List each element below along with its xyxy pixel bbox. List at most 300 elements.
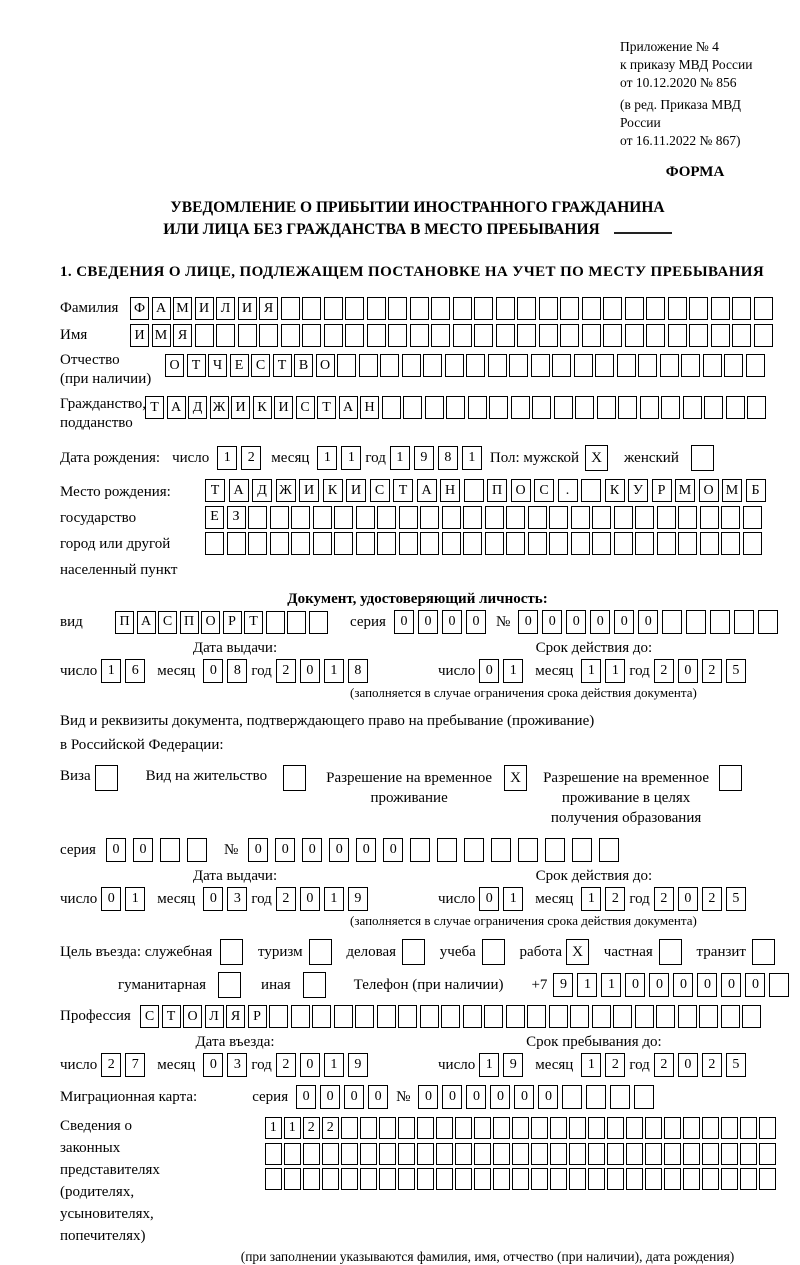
char-cell[interactable] [398,1005,417,1028]
char-cell[interactable] [420,506,439,529]
char-cell[interactable] [284,1143,301,1165]
char-cell[interactable]: 2 [702,659,722,683]
char-cell[interactable]: 1 [581,659,601,683]
char-cell[interactable] [597,396,616,419]
char-cell[interactable] [425,396,444,419]
char-cell[interactable]: Е [230,354,249,377]
char-cell[interactable] [489,396,508,419]
char-cell[interactable] [446,396,465,419]
char-cell[interactable]: Я [226,1005,245,1028]
char-cell[interactable] [613,1005,632,1028]
char-cell[interactable]: 2 [654,659,674,683]
char-cell[interactable]: 9 [503,1053,523,1077]
char-cell[interactable]: 0 [673,973,693,997]
char-cell[interactable]: 0 [106,838,126,862]
char-cell[interactable] [388,324,407,347]
char-cell[interactable]: Т [244,611,263,634]
char-cell[interactable] [417,1117,434,1139]
char-cell[interactable]: 0 [625,973,645,997]
char-cell[interactable] [638,354,657,377]
char-cell[interactable]: 1 [503,659,523,683]
char-cell[interactable]: Д [252,479,272,502]
char-cell[interactable] [511,396,530,419]
char-cell[interactable]: 1 [317,446,337,470]
char-cell[interactable] [506,506,525,529]
char-cell[interactable] [367,297,386,320]
char-cell[interactable]: М [152,324,171,347]
purpose-study-checkbox[interactable] [482,939,505,965]
char-cell[interactable] [681,354,700,377]
char-cell[interactable]: И [231,396,250,419]
char-cell[interactable] [743,506,762,529]
char-cell[interactable]: О [183,1005,202,1028]
char-cell[interactable]: 0 [302,838,322,862]
char-cell[interactable]: О [165,354,184,377]
char-cell[interactable] [195,324,214,347]
char-cell[interactable] [341,1168,358,1190]
char-cell[interactable]: Р [248,1005,267,1028]
char-cell[interactable]: И [274,396,293,419]
char-cell[interactable] [754,297,773,320]
char-cell[interactable]: С [251,354,270,377]
char-cell[interactable] [517,324,536,347]
char-cell[interactable] [645,1168,662,1190]
char-cell[interactable] [313,506,332,529]
char-cell[interactable] [711,297,730,320]
char-cell[interactable] [560,297,579,320]
char-cell[interactable] [721,1117,738,1139]
char-cell[interactable] [281,324,300,347]
char-cell[interactable] [464,479,484,502]
char-cell[interactable]: А [417,479,437,502]
purpose-tourism-checkbox[interactable] [309,939,332,965]
char-cell[interactable] [575,396,594,419]
sex-male-checkbox[interactable]: X [585,445,608,471]
char-cell[interactable] [610,1085,630,1109]
char-cell[interactable]: С [534,479,554,502]
char-cell[interactable] [711,324,730,347]
char-cell[interactable]: З [227,506,246,529]
char-cell[interactable]: 0 [133,838,153,862]
char-cell[interactable] [248,506,267,529]
char-cell[interactable]: 0 [697,973,717,997]
char-cell[interactable]: 0 [721,973,741,997]
char-cell[interactable]: 9 [348,887,368,911]
char-cell[interactable] [453,297,472,320]
char-cell[interactable] [509,354,528,377]
char-cell[interactable] [531,1117,548,1139]
char-cell[interactable]: 0 [479,659,499,683]
char-cell[interactable] [309,611,328,634]
char-cell[interactable] [569,1117,586,1139]
char-cell[interactable] [683,396,702,419]
char-cell[interactable] [754,324,773,347]
char-cell[interactable]: 1 [605,659,625,683]
char-cell[interactable] [549,506,568,529]
char-cell[interactable] [420,1005,439,1028]
char-cell[interactable] [646,324,665,347]
char-cell[interactable] [702,1143,719,1165]
sex-female-checkbox[interactable] [691,445,714,471]
char-cell[interactable] [266,611,285,634]
char-cell[interactable] [724,354,743,377]
char-cell[interactable]: 0 [368,1085,388,1109]
char-cell[interactable]: 1 [265,1117,282,1139]
char-cell[interactable] [302,297,321,320]
char-cell[interactable] [287,611,306,634]
char-cell[interactable] [417,1168,434,1190]
char-cell[interactable] [569,1143,586,1165]
char-cell[interactable]: 9 [553,973,573,997]
char-cell[interactable]: 0 [356,838,376,862]
char-cell[interactable]: Т [273,354,292,377]
char-cell[interactable]: Р [652,479,672,502]
char-cell[interactable] [592,532,611,555]
char-cell[interactable] [402,354,421,377]
char-cell[interactable]: 0 [203,659,223,683]
char-cell[interactable] [560,324,579,347]
char-cell[interactable] [485,506,504,529]
char-cell[interactable] [468,396,487,419]
char-cell[interactable] [586,1085,606,1109]
char-cell[interactable]: 1 [577,973,597,997]
char-cell[interactable]: 0 [383,838,403,862]
char-cell[interactable]: 0 [248,838,268,862]
char-cell[interactable]: Н [360,396,379,419]
char-cell[interactable] [399,506,418,529]
char-cell[interactable]: 0 [745,973,765,997]
char-cell[interactable] [398,1143,415,1165]
char-cell[interactable] [625,324,644,347]
char-cell[interactable] [270,532,289,555]
char-cell[interactable]: 0 [101,887,121,911]
char-cell[interactable] [360,1117,377,1139]
char-cell[interactable] [640,396,659,419]
char-cell[interactable]: Я [259,297,278,320]
char-cell[interactable] [302,324,321,347]
char-cell[interactable] [442,506,461,529]
char-cell[interactable]: 1 [479,1053,499,1077]
char-cell[interactable] [710,610,730,634]
char-cell[interactable] [377,1005,396,1028]
char-cell[interactable] [592,1005,611,1028]
char-cell[interactable]: К [323,479,343,502]
char-cell[interactable] [410,324,429,347]
purpose-business-checkbox[interactable] [402,939,425,965]
char-cell[interactable] [732,297,751,320]
char-cell[interactable] [646,297,665,320]
char-cell[interactable]: Л [216,297,235,320]
char-cell[interactable]: И [195,297,214,320]
char-cell[interactable]: Н [440,479,460,502]
char-cell[interactable] [645,1143,662,1165]
char-cell[interactable]: 0 [566,610,586,634]
char-cell[interactable] [683,1117,700,1139]
char-cell[interactable] [527,1005,546,1028]
char-cell[interactable] [635,532,654,555]
char-cell[interactable] [512,1143,529,1165]
char-cell[interactable]: 0 [514,1085,534,1109]
char-cell[interactable]: Т [145,396,164,419]
char-cell[interactable] [599,838,619,862]
char-cell[interactable]: 1 [101,659,121,683]
char-cell[interactable] [474,1168,491,1190]
char-cell[interactable]: О [511,479,531,502]
char-cell[interactable] [312,1005,331,1028]
char-cell[interactable] [512,1117,529,1139]
char-cell[interactable]: А [137,611,156,634]
char-cell[interactable]: 1 [581,887,601,911]
char-cell[interactable] [603,324,622,347]
char-cell[interactable] [382,396,401,419]
char-cell[interactable]: 7 [125,1053,145,1077]
char-cell[interactable]: С [140,1005,159,1028]
char-cell[interactable] [399,532,418,555]
char-cell[interactable]: 8 [227,659,247,683]
char-cell[interactable] [686,610,706,634]
char-cell[interactable] [484,1005,503,1028]
char-cell[interactable] [436,1168,453,1190]
char-cell[interactable]: 2 [276,1053,296,1077]
char-cell[interactable] [205,532,224,555]
char-cell[interactable] [664,1168,681,1190]
char-cell[interactable]: Т [162,1005,181,1028]
char-cell[interactable] [334,506,353,529]
char-cell[interactable]: 1 [324,1053,344,1077]
char-cell[interactable]: 9 [414,446,434,470]
char-cell[interactable] [539,324,558,347]
char-cell[interactable]: А [229,479,249,502]
char-cell[interactable] [702,1168,719,1190]
char-cell[interactable] [403,396,422,419]
char-cell[interactable]: 2 [702,887,722,911]
char-cell[interactable] [662,610,682,634]
char-cell[interactable] [410,838,430,862]
char-cell[interactable] [618,396,637,419]
char-cell[interactable] [303,1168,320,1190]
char-cell[interactable]: И [238,297,257,320]
char-cell[interactable] [341,1143,358,1165]
char-cell[interactable]: 1 [217,446,237,470]
char-cell[interactable] [377,532,396,555]
char-cell[interactable]: 0 [296,1085,316,1109]
char-cell[interactable]: 0 [320,1085,340,1109]
char-cell[interactable] [284,1168,301,1190]
char-cell[interactable]: 0 [590,610,610,634]
char-cell[interactable] [493,1168,510,1190]
char-cell[interactable]: 0 [538,1085,558,1109]
char-cell[interactable] [614,532,633,555]
char-cell[interactable] [626,1117,643,1139]
char-cell[interactable]: Т [393,479,413,502]
char-cell[interactable] [726,396,745,419]
char-cell[interactable]: О [316,354,335,377]
char-cell[interactable] [617,354,636,377]
char-cell[interactable]: 0 [678,659,698,683]
char-cell[interactable]: 0 [329,838,349,862]
char-cell[interactable]: 2 [654,1053,674,1077]
char-cell[interactable] [493,1143,510,1165]
char-cell[interactable] [345,297,364,320]
char-cell[interactable] [740,1117,757,1139]
char-cell[interactable] [248,532,267,555]
char-cell[interactable] [668,324,687,347]
char-cell[interactable] [410,297,429,320]
char-cell[interactable] [431,297,450,320]
char-cell[interactable] [322,1143,339,1165]
char-cell[interactable] [626,1168,643,1190]
char-cell[interactable]: О [699,479,719,502]
purpose-humanitarian-checkbox[interactable] [218,972,241,998]
char-cell[interactable] [216,324,235,347]
char-cell[interactable]: 1 [390,446,410,470]
char-cell[interactable] [626,1143,643,1165]
char-cell[interactable] [453,324,472,347]
char-cell[interactable]: И [346,479,366,502]
char-cell[interactable] [491,838,511,862]
char-cell[interactable]: 2 [276,887,296,911]
char-cell[interactable] [634,1085,654,1109]
char-cell[interactable] [657,506,676,529]
char-cell[interactable] [721,1143,738,1165]
char-cell[interactable]: 1 [324,659,344,683]
char-cell[interactable] [678,506,697,529]
char-cell[interactable] [607,1143,624,1165]
char-cell[interactable] [506,532,525,555]
char-cell[interactable] [656,1005,675,1028]
char-cell[interactable] [464,838,484,862]
char-cell[interactable] [379,1143,396,1165]
char-cell[interactable]: Т [317,396,336,419]
char-cell[interactable] [493,1117,510,1139]
char-cell[interactable] [545,838,565,862]
char-cell[interactable] [324,324,343,347]
char-cell[interactable] [571,532,590,555]
char-cell[interactable]: П [487,479,507,502]
char-cell[interactable] [356,506,375,529]
char-cell[interactable]: . [558,479,578,502]
char-cell[interactable]: М [722,479,742,502]
char-cell[interactable]: 1 [581,1053,601,1077]
char-cell[interactable] [689,324,708,347]
char-cell[interactable] [582,324,601,347]
char-cell[interactable]: 2 [303,1117,320,1139]
char-cell[interactable] [758,610,778,634]
char-cell[interactable] [721,532,740,555]
char-cell[interactable]: С [370,479,390,502]
char-cell[interactable] [291,1005,310,1028]
char-cell[interactable] [528,532,547,555]
char-cell[interactable] [431,324,450,347]
char-cell[interactable]: 0 [614,610,634,634]
char-cell[interactable] [238,324,257,347]
char-cell[interactable] [463,532,482,555]
char-cell[interactable]: 2 [605,887,625,911]
char-cell[interactable]: 1 [125,887,145,911]
char-cell[interactable] [699,1005,718,1028]
char-cell[interactable]: 0 [479,887,499,911]
char-cell[interactable]: 2 [241,446,261,470]
char-cell[interactable]: У [628,479,648,502]
char-cell[interactable]: 3 [227,1053,247,1077]
visa-checkbox[interactable] [95,765,118,791]
char-cell[interactable] [603,297,622,320]
char-cell[interactable] [732,324,751,347]
char-cell[interactable]: 8 [438,446,458,470]
char-cell[interactable] [445,354,464,377]
char-cell[interactable] [227,532,246,555]
char-cell[interactable]: 1 [462,446,482,470]
char-cell[interactable] [488,354,507,377]
char-cell[interactable] [265,1143,282,1165]
char-cell[interactable]: 2 [654,887,674,911]
char-cell[interactable] [570,1005,589,1028]
char-cell[interactable] [463,506,482,529]
char-cell[interactable] [704,396,723,419]
char-cell[interactable]: Ж [276,479,296,502]
char-cell[interactable] [496,324,515,347]
char-cell[interactable] [437,838,457,862]
char-cell[interactable]: 0 [394,610,414,634]
char-cell[interactable] [689,297,708,320]
char-cell[interactable] [734,610,754,634]
char-cell[interactable] [436,1117,453,1139]
char-cell[interactable] [187,838,207,862]
char-cell[interactable]: Р [223,611,242,634]
char-cell[interactable] [588,1117,605,1139]
char-cell[interactable] [678,532,697,555]
char-cell[interactable]: П [115,611,134,634]
char-cell[interactable] [645,1117,662,1139]
char-cell[interactable] [417,1143,434,1165]
char-cell[interactable]: К [253,396,272,419]
char-cell[interactable] [360,1143,377,1165]
char-cell[interactable] [588,1168,605,1190]
char-cell[interactable] [703,354,722,377]
char-cell[interactable]: Л [205,1005,224,1028]
char-cell[interactable] [562,1085,582,1109]
char-cell[interactable]: 0 [466,610,486,634]
char-cell[interactable] [398,1168,415,1190]
char-cell[interactable] [759,1168,776,1190]
purpose-other-checkbox[interactable] [303,972,326,998]
char-cell[interactable] [496,297,515,320]
char-cell[interactable] [664,1117,681,1139]
char-cell[interactable] [474,324,493,347]
char-cell[interactable] [743,532,762,555]
char-cell[interactable] [625,297,644,320]
char-cell[interactable]: Ч [208,354,227,377]
char-cell[interactable] [334,1005,353,1028]
char-cell[interactable] [678,1005,697,1028]
edu-permit-checkbox[interactable] [719,765,742,791]
char-cell[interactable]: 0 [649,973,669,997]
char-cell[interactable]: П [180,611,199,634]
char-cell[interactable] [614,506,633,529]
char-cell[interactable] [595,354,614,377]
char-cell[interactable]: 8 [348,659,368,683]
purpose-private-checkbox[interactable] [659,939,682,965]
char-cell[interactable]: 0 [638,610,658,634]
char-cell[interactable] [769,973,789,997]
char-cell[interactable]: 1 [341,446,361,470]
char-cell[interactable]: 2 [101,1053,121,1077]
char-cell[interactable] [291,506,310,529]
char-cell[interactable]: С [296,396,315,419]
purpose-transit-checkbox[interactable] [752,939,775,965]
char-cell[interactable]: 0 [518,610,538,634]
char-cell[interactable]: 9 [348,1053,368,1077]
